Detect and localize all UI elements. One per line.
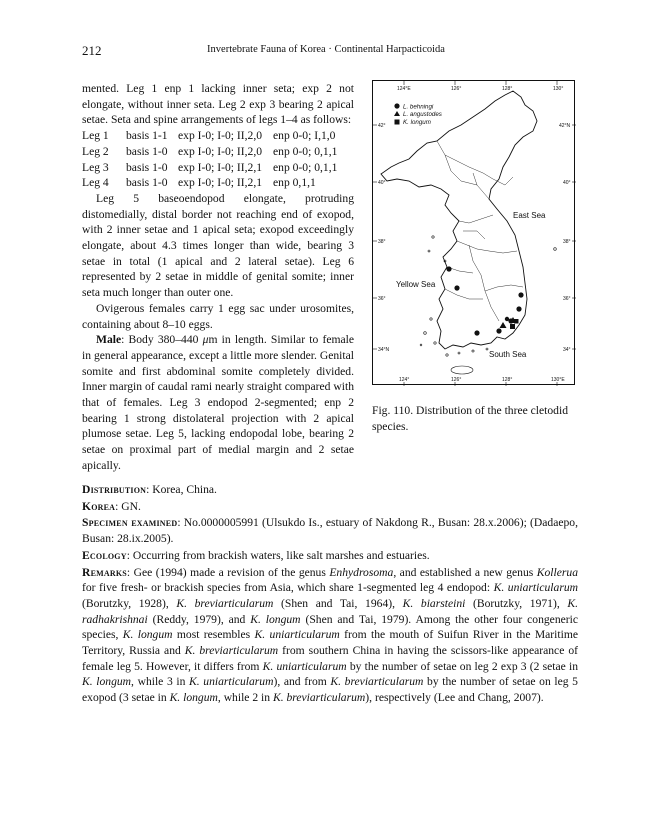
basis-cell: basis 1-0 [126,176,168,190]
basis-cell: basis 1-0 [126,144,168,158]
bottom-tick-label: 124° [399,377,410,383]
figure-caption: Fig. 110. Distribution of the three cletodid species. [372,404,568,433]
leg-cell: Leg 4 [82,176,109,190]
south-sea-label: South Sea [489,350,527,359]
east-sea-label: East Sea [513,211,546,220]
jeju-island [451,366,473,374]
distribution-paragraph: Distribution: Korea, China. [82,483,217,496]
male-label: Male [96,333,122,347]
record-marker-circle [496,328,501,333]
page-number: 212 [82,43,102,58]
record-marker-circle [454,285,459,290]
enp-cell: enp 0-0; 0,1,1 [273,160,338,174]
specimen-label: Specimen examined [82,516,178,530]
exp-cell: exp I-0; I-0; II,2,1 [178,160,263,174]
left-tick-label: 38° [378,239,386,245]
running-head: Invertebrate Fauna of Korea · Continental Harpacticoida [207,44,445,55]
legend-label: L. angustodes [403,111,442,118]
distribution-map [372,80,575,385]
enp-cell: enp 0-0; I,1,0 [273,129,336,143]
exp-cell: exp I-0; I-0; II,2,0 [178,144,263,158]
right-tick-label: 34° [563,347,571,353]
record-marker-square [514,319,519,324]
record-marker-circle [505,317,509,321]
description-paragraph: mented. Leg 1 enp 1 lacking inner seta; exp 2 not elongate, without inner seta. Leg 2 exp 3 bearing 2 apical setae. Seta and spine arrangements of legs 1–4 as follows: [82,82,354,127]
ecology-paragraph: Ecology: Occurring from brackish waters, like salt marshes and estuaries. [82,548,430,562]
remarks-paragraph: Remarks: Gee (1994) made a revision of the genus Enhydrosoma, and established a new genus Kollerua for five fresh- or brackish species from Asia, which share 1-segmented leg 4 endopod: K. uniarticularum (Borutzky, 1928), K. breviarticularum (Shen and Tai, 1964), K. biarsteini (Borutzky, 1971), K. radhakrishnai (Reddy, 1979), and K. longum (Shen and Tai, 1979). Among the other four congeneric species, K. longum most resembles K. uniarticularum from the mouth of Suifun River in the Maritime Territory, Russia and K. breviarticularum from southern China in having the scissors-like appearance of female leg 5. However, it differs from K. uniarticularum by the number of setae on leg 2 exp 3 (2 setae in K. longum, while 3 in K. uniarticularum), and from K. breviarticularum by the number of setae on leg 5 exopod (3 setae in K. longum, while 2 in K. breviarticularum), respectively (Lee and Chang, 2007). [82,565,578,705]
record-marker-circle [516,306,521,311]
basis-cell: basis 1-0 [126,160,168,174]
right-tick-label: 38° [563,239,571,245]
record-marker-triangle [500,322,507,328]
korea-map-svg [373,81,576,386]
enp-cell: enp 0,1,1 [273,176,316,190]
peninsula-outline [381,91,537,349]
leg-row [82,175,354,191]
record-marker-circle [446,266,451,271]
leg-cell: Leg 2 [82,144,109,158]
legend-square-marker [395,120,400,125]
ovigerous-paragraph: Ovigerous females carry 1 egg sac under urosomites, containing about 8–10 eggs. [82,301,354,331]
korea-paragraph: Korea: GN. [82,499,141,513]
basis-cell: basis 1-1 [126,129,168,143]
exp-cell: exp I-0; I-0; II,2,1 [178,176,263,190]
distribution-label: Distribution [82,483,147,496]
leg-row [82,128,354,144]
exp-cell: exp I-0; I-0; II,2,0 [178,129,263,143]
bottom-tick-label: 128° [502,377,513,383]
legend-triangle-marker [394,111,400,116]
leg-row [82,144,354,160]
leg-cell: Leg 3 [82,160,109,174]
leg-cell: Leg 1 [82,129,109,143]
record-marker-circle [518,292,523,297]
leg-setation-table [82,128,354,191]
record-marker-circle [474,330,479,335]
left-tick-label: 40° [378,180,386,186]
remarks-label: Remarks [82,565,127,579]
leg5-paragraph: Leg 5 baseoendopod elongate, protruding distomedially, distal border not reaching end of exopod, with 2 inner setae and 1 apical seta; exopod exceedingly elongate, about 4.3 times longer than wide, bearing 3 setae in total (1 apical and 2 lateral setae). Leg 6 represented by 2 setae in middle of genital somite; inner seta much longer than outer one. [82,191,354,300]
left-tick-label: 42° [378,123,386,129]
top-tick-label: 124°E [397,86,411,92]
top-tick-label: 128° [502,86,513,92]
yellow-sea-label: Yellow Sea [396,280,436,289]
top-tick-label: 130° [553,86,564,92]
legend-circle-marker [394,103,399,108]
korea-label: Korea [82,499,116,513]
leg-row [82,160,354,176]
right-tick-label: 40° [563,180,571,186]
top-tick-label: 126° [451,86,462,92]
bottom-tick-label: 130°E [551,377,565,383]
left-column [82,81,354,474]
enp-cell: enp 0-0; 0,1,1 [273,144,338,158]
legend-label: L. behningi [403,103,434,111]
legend-label: K. longum [403,119,431,126]
left-tick-label: 34°N [378,347,390,353]
male-paragraph: Male: Body 380–440 μm in length. Similar to female in general appearance, except a little more slender. Genital somite and first abdominal somite completely divided. Inner margin of caudal rami nearly straight compared with that of females. Leg 3 endopod 2-segmented; enp 2 bearing 1 strong distolateral projection with 2 apical plumose setae. Leg 5, lacking endopodal lobe, bearing 2 setae on proximal part of medial margin and 2 setae apically. [82,333,354,472]
left-tick-label: 36° [378,296,386,302]
right-tick-label: 36° [563,296,571,302]
specimen-paragraph: Specimen examined: No.0000005991 (Ulsukdo Is., estuary of Nakdong R., Busan: 28.x.2006); (Dadaepo, Busan: 28.ix.2005). [82,516,578,546]
bottom-section [82,482,578,707]
bottom-tick-label: 126° [451,377,462,383]
record-marker-square [510,324,515,329]
ecology-label: Ecology [82,548,127,562]
right-tick-label: 42°N [559,123,571,129]
